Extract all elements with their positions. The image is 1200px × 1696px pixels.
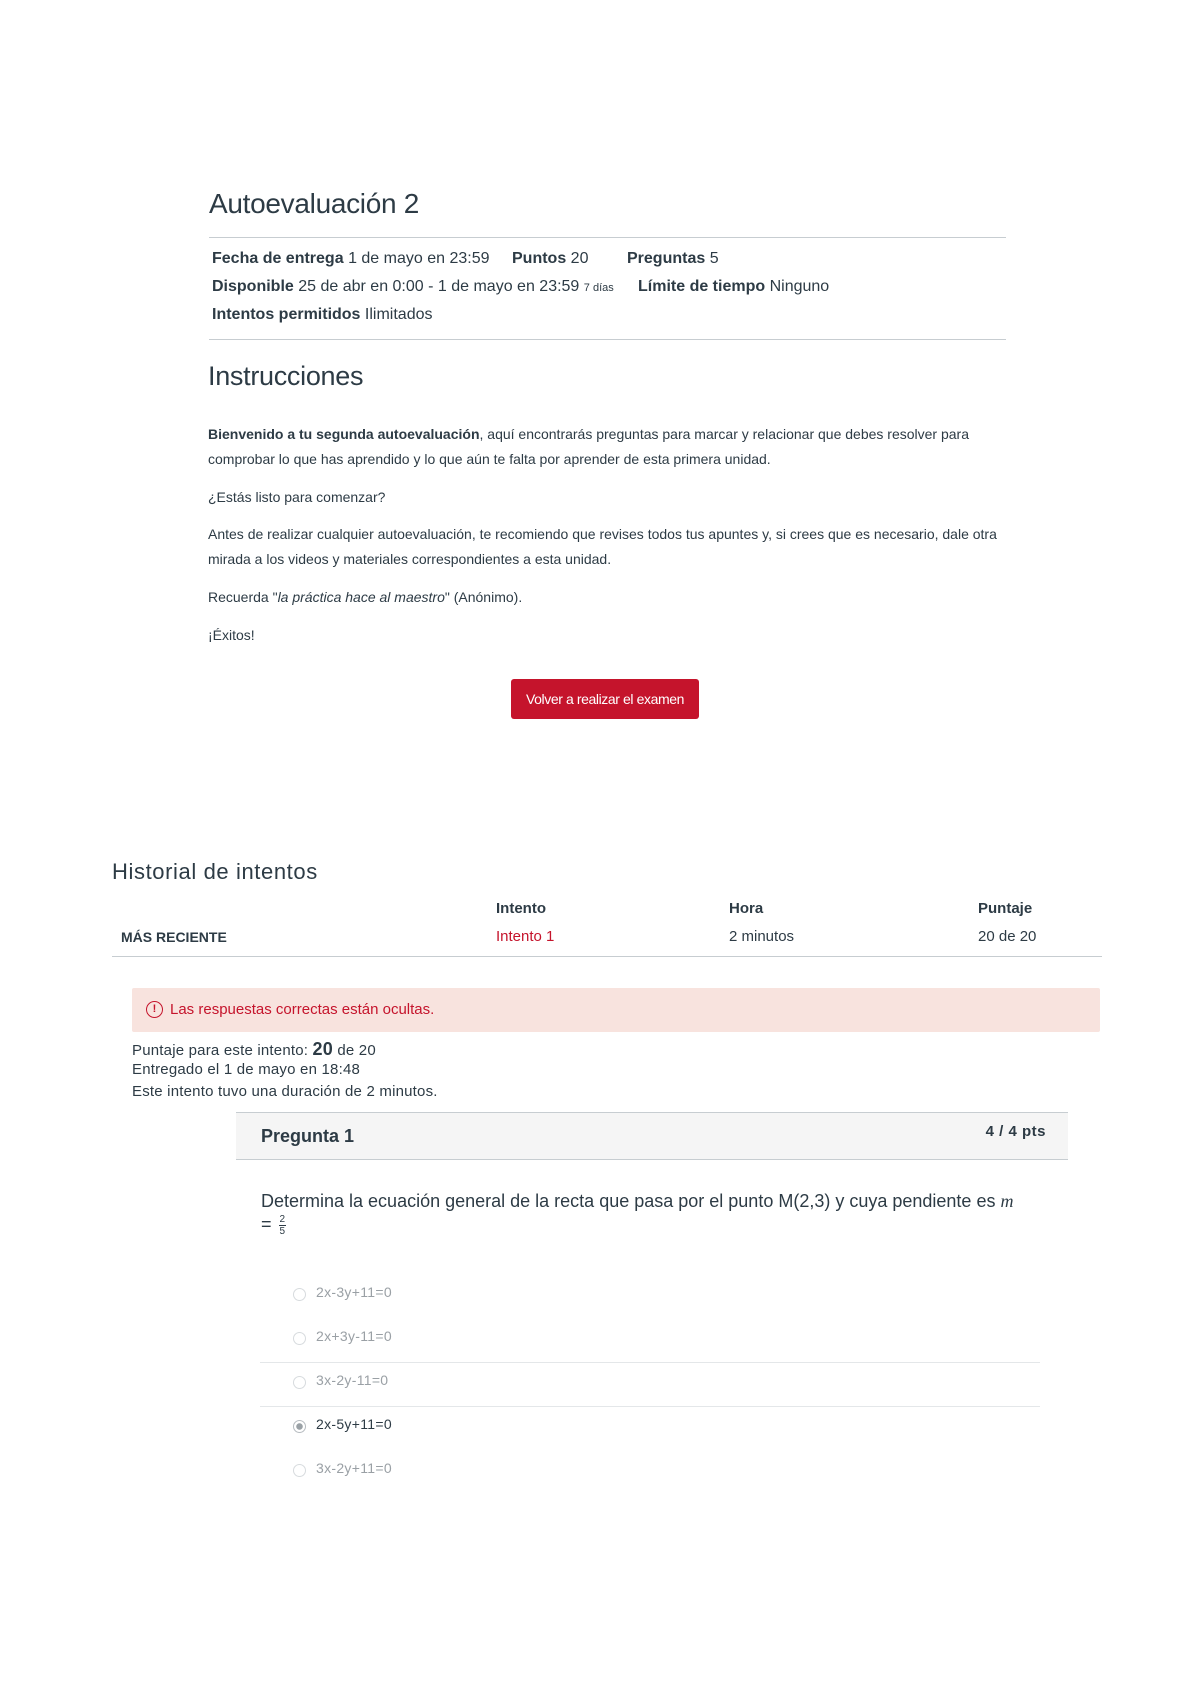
- instructions-paragraph: ¿Estás listo para comenzar?: [208, 489, 386, 505]
- time-limit: Límite de tiempo Ninguno: [638, 278, 830, 295]
- divider: [209, 339, 1006, 340]
- answer-option[interactable]: 3x-2y+11=0: [260, 1450, 1040, 1494]
- divider: [209, 237, 1006, 238]
- answer-option[interactable]: 2x+3y-11=0: [260, 1318, 1040, 1362]
- attempt-time: 2 minutos: [729, 928, 795, 945]
- alert-text: Las respuestas correctas están ocultas.: [170, 1001, 435, 1018]
- exclamation-circle-icon: !: [146, 1001, 163, 1018]
- due-date: Fecha de entrega 1 de mayo en 23:59: [212, 250, 490, 267]
- duration-info: Este intento tuvo una duración de 2 minutos.: [132, 1083, 438, 1100]
- column-header-score: Puntaje: [978, 900, 1033, 917]
- attempts-allowed: Intentos permitidos Ilimitados: [212, 306, 433, 323]
- attempt-link[interactable]: Intento 1: [496, 928, 555, 945]
- radio-button[interactable]: [293, 1464, 306, 1477]
- question-label: Pregunta 1: [261, 1126, 355, 1146]
- instructions-paragraph: Antes de realizar cualquier autoevaluación, te recomiendo que revises todos tus apuntes y, si crees que es necesario, dale otra mirada a los videos y materiales correspondientes a esta unidad.: [208, 526, 997, 567]
- question-text: Determina la ecuación general de la recta que pasa por el punto M(2,3) y cuya pendiente es m = $\frac{2}{5}$: [261, 1191, 1014, 1237]
- attempt-score-info: Puntaje para este intento: 20 de 20: [132, 1039, 376, 1059]
- math-variable: m: [1000, 1191, 1014, 1211]
- page-title: Autoevaluación 2: [209, 188, 420, 219]
- retake-quiz-button[interactable]: Volver a realizar el examen: [511, 679, 699, 719]
- radio-button[interactable]: [293, 1288, 306, 1301]
- instructions-paragraph: ¡Éxitos!: [208, 627, 255, 643]
- submitted-info: Entregado el 1 de mayo en 18:48: [132, 1061, 361, 1078]
- radio-button[interactable]: [293, 1332, 306, 1345]
- available-range: Disponible 25 de abr en 0:00 - 1 de mayo en 23:59 7 días: [212, 278, 614, 295]
- instructions-paragraph: Bienvenido a tu segunda autoevaluación, aquí encontrarás preguntas para marcar y relacionar que debes resolver para comprobar lo que has aprendido y lo que aún te falta por aprender de esta primera unidad.: [208, 426, 969, 467]
- hidden-answers-alert: [132, 988, 1100, 1032]
- attempt-score: 20 de 20: [978, 928, 1037, 945]
- history-title: Historial de intentos: [112, 859, 318, 884]
- column-header-attempt: Intento: [496, 900, 546, 917]
- math-equals: =: [261, 1214, 272, 1234]
- history-row-label: MÁS RECIENTE: [121, 929, 227, 945]
- instructions-paragraph: Recuerda "la práctica hace al maestro" (Anónimo).: [208, 589, 523, 605]
- slope-fraction: $\frac{2}{5}$: [279, 1213, 286, 1237]
- question-header: [236, 1112, 1068, 1160]
- answer-option-selected[interactable]: 2x-5y+11=0: [260, 1406, 1040, 1450]
- column-header-time: Hora: [729, 900, 764, 917]
- question-card: [236, 1112, 1068, 1508]
- instructions-title: Instrucciones: [208, 361, 364, 391]
- radio-button[interactable]: [293, 1376, 306, 1389]
- questions-count: Preguntas 5: [627, 250, 719, 267]
- answer-option[interactable]: 3x-2y-11=0: [260, 1362, 1040, 1406]
- points: Puntos 20: [512, 250, 589, 267]
- divider: [112, 956, 1102, 957]
- question-points: 4 / 4 pts: [985, 1123, 1046, 1140]
- radio-button-selected[interactable]: [293, 1420, 306, 1433]
- answer-option[interactable]: 2x-3y+11=0: [260, 1274, 1040, 1318]
